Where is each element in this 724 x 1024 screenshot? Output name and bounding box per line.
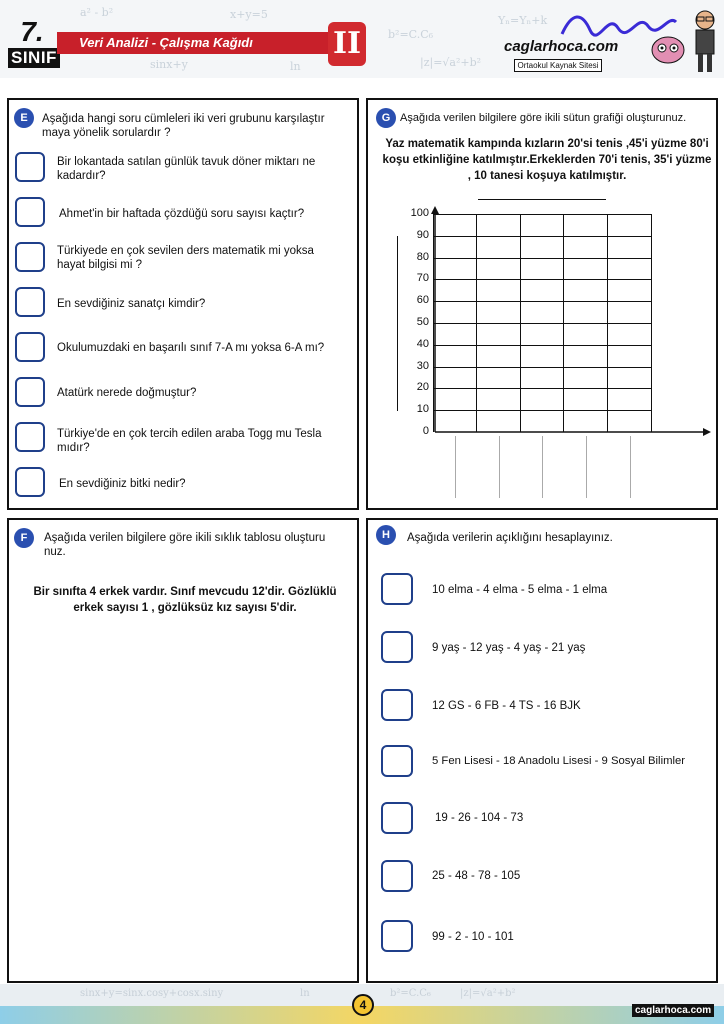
y-tick-label: 90: [416, 228, 429, 241]
title-blank-line: [478, 199, 606, 200]
grade-number: 7.: [20, 16, 44, 47]
label-guide-line: [586, 436, 587, 498]
grid-line: [433, 279, 651, 280]
grid-line: [433, 323, 651, 324]
panel-f-title: Aşağıda verilen bilgilere göre ikili sıklık tablosu oluşturu nuz.: [44, 532, 326, 558]
panel-g-title: Aşağıda verilen bilgilere göre ikili sütun grafiği oluşturunuz.: [400, 112, 687, 124]
math-formula: |z|=√a²+b²: [420, 56, 482, 69]
question-item: En sevdiğiniz bitki nedir?: [59, 478, 186, 490]
grid-line: [433, 345, 651, 346]
grid-line: [433, 301, 651, 302]
answer-box[interactable]: [381, 631, 413, 663]
grade-label: [8, 18, 56, 74]
label-guide-line: [630, 436, 631, 498]
y-tick-label: 100: [410, 207, 429, 219]
y-tick-label: 30: [416, 359, 429, 372]
answer-checkbox[interactable]: [15, 332, 45, 362]
y-tick-label: 20: [416, 381, 429, 394]
answer-checkbox[interactable]: [15, 152, 45, 182]
panel-h-title: Aşağıda verilerin açıklığını hesaplayınız.: [407, 532, 613, 544]
math-formula: Yₙ=Yₙ+k: [498, 14, 548, 27]
question-item: Türkiye'de en çok tercih edilen araba Togg mu Tesla mıdır?: [57, 428, 322, 454]
label-guide-line: [455, 436, 456, 498]
grid-column-line: [563, 214, 564, 432]
answer-box[interactable]: [381, 802, 413, 834]
math-formula: x+y=5: [230, 8, 268, 21]
brain-mascot-icon: [648, 30, 688, 70]
question-item: Ahmet'in bir haftada çözdüğü soru sayısı kaçtır?: [59, 208, 305, 220]
answer-box[interactable]: [381, 745, 413, 777]
answer-checkbox[interactable]: [15, 242, 45, 272]
y-tick-label: 40: [416, 337, 429, 350]
range-item: 10 elma - 4 elma - 5 elma - 1 elma: [432, 584, 608, 596]
banner-title: Veri Analizi - Çalışma Kağıdı: [79, 35, 253, 50]
y-tick-label: 50: [416, 316, 429, 328]
range-item: 19 - 26 - 104 - 73: [435, 812, 524, 824]
grid-column-line: [520, 214, 521, 432]
grid-line: [433, 367, 651, 368]
grid-column-line: [433, 214, 434, 432]
teacher-mascot-icon: [688, 8, 722, 74]
grid-column-line: [651, 214, 652, 432]
question-item: Atatürk nerede doğmuştur?: [57, 387, 197, 399]
panel-e-title: Aşağıda hangi soru cümleleri iki veri grubunu karşılaştır maya yönelik sorulardır ?: [42, 113, 325, 139]
range-item: 5 Fen Lisesi - 18 Anadolu Lisesi - 9 Sosyal Bilimler: [432, 755, 686, 767]
grid-line: [433, 410, 651, 411]
panel-f-info: Bir sınıfta 4 erkek vardır. Sınıf mevcudu 12'dir. Gözlüklü erkek sayısı 1 , gözlüksüz kız sayısı 5'dir.: [33, 586, 337, 614]
badge-g: G: [376, 108, 396, 128]
site-logo: [504, 38, 619, 73]
math-formula: sinx+y=sinx.cosy+cosx.siny: [80, 988, 224, 999]
label-guide-line: [499, 436, 500, 498]
site-name: caglarhoca.com: [504, 38, 619, 55]
answer-checkbox[interactable]: [15, 422, 45, 452]
math-formula: ln: [290, 60, 301, 73]
badge-e: E: [14, 108, 34, 128]
question-item: Bir lokantada satılan günlük tavuk döner miktarı ne kadardır?: [57, 156, 316, 182]
y-tick-label: 60: [416, 294, 429, 307]
math-formula: a² - b²: [80, 6, 114, 19]
range-item: 12 GS - 6 FB - 4 TS - 16 BJK: [432, 700, 581, 712]
y-tick-label: 80: [416, 250, 429, 263]
answer-box[interactable]: [381, 920, 413, 952]
page-header: [0, 0, 724, 78]
badge-f: F: [14, 528, 34, 548]
math-formula: ln: [300, 988, 310, 999]
range-item: 9 yaş - 12 yaş - 4 yaş - 21 yaş: [432, 642, 586, 654]
answer-box[interactable]: [381, 860, 413, 892]
site-subtitle: Ortaokul Kaynak Sitesi: [514, 59, 603, 72]
grid-line: [433, 388, 651, 389]
grid-column-line: [476, 214, 477, 432]
answer-box[interactable]: [381, 689, 413, 721]
grid-line: [433, 214, 651, 215]
answer-checkbox[interactable]: [15, 287, 45, 317]
sheet-number: II: [328, 22, 366, 66]
answer-checkbox[interactable]: [15, 467, 45, 497]
title-banner: [57, 32, 357, 54]
answer-checkbox[interactable]: [15, 377, 45, 407]
math-formula: |z|=√a²+b²: [460, 988, 516, 999]
label-guide-line: [542, 436, 543, 498]
question-item: Okulumuzdaki en başarılı sınıf 7-A mı yoksa 6-A mı?: [57, 342, 325, 354]
y-tick-label: 70: [416, 272, 429, 285]
grid-column-line: [607, 214, 608, 432]
range-item: 25 - 48 - 78 - 105: [432, 870, 521, 882]
panel-g-info: Yaz matematik kampında kızların 20'si tenis ,45'i yüzme 80'i koşu etkinliğine katılmıştır.Erkeklerden 70'i tenis, 35'i yüzme , 10 tanesi koşuya katılmıştır.: [382, 138, 712, 182]
math-formula: b²=C.C₆: [388, 28, 434, 41]
page-number: 4: [352, 994, 374, 1016]
range-item: 99 - 2 - 10 - 101: [432, 931, 514, 943]
grade-word: SINIF: [8, 48, 60, 68]
math-formula: b²=C.C₆: [390, 988, 431, 999]
y-tick-label: 0: [422, 425, 429, 437]
y-tick-label: 10: [416, 403, 429, 416]
grid-line: [433, 236, 651, 237]
math-formula: sinx+y: [150, 58, 188, 71]
answer-checkbox[interactable]: [15, 197, 45, 227]
question-item: En sevdiğiniz sanatçı kimdir?: [57, 298, 206, 310]
legend-divider: [397, 236, 398, 411]
grid-line: [433, 258, 651, 259]
badge-h: H: [376, 525, 396, 545]
footer-site-name: caglarhoca.com: [632, 1004, 714, 1017]
answer-box[interactable]: [381, 573, 413, 605]
question-item: Türkiyede en çok sevilen ders matematik mi yoksa hayat bilgisi mi ?: [57, 245, 314, 271]
